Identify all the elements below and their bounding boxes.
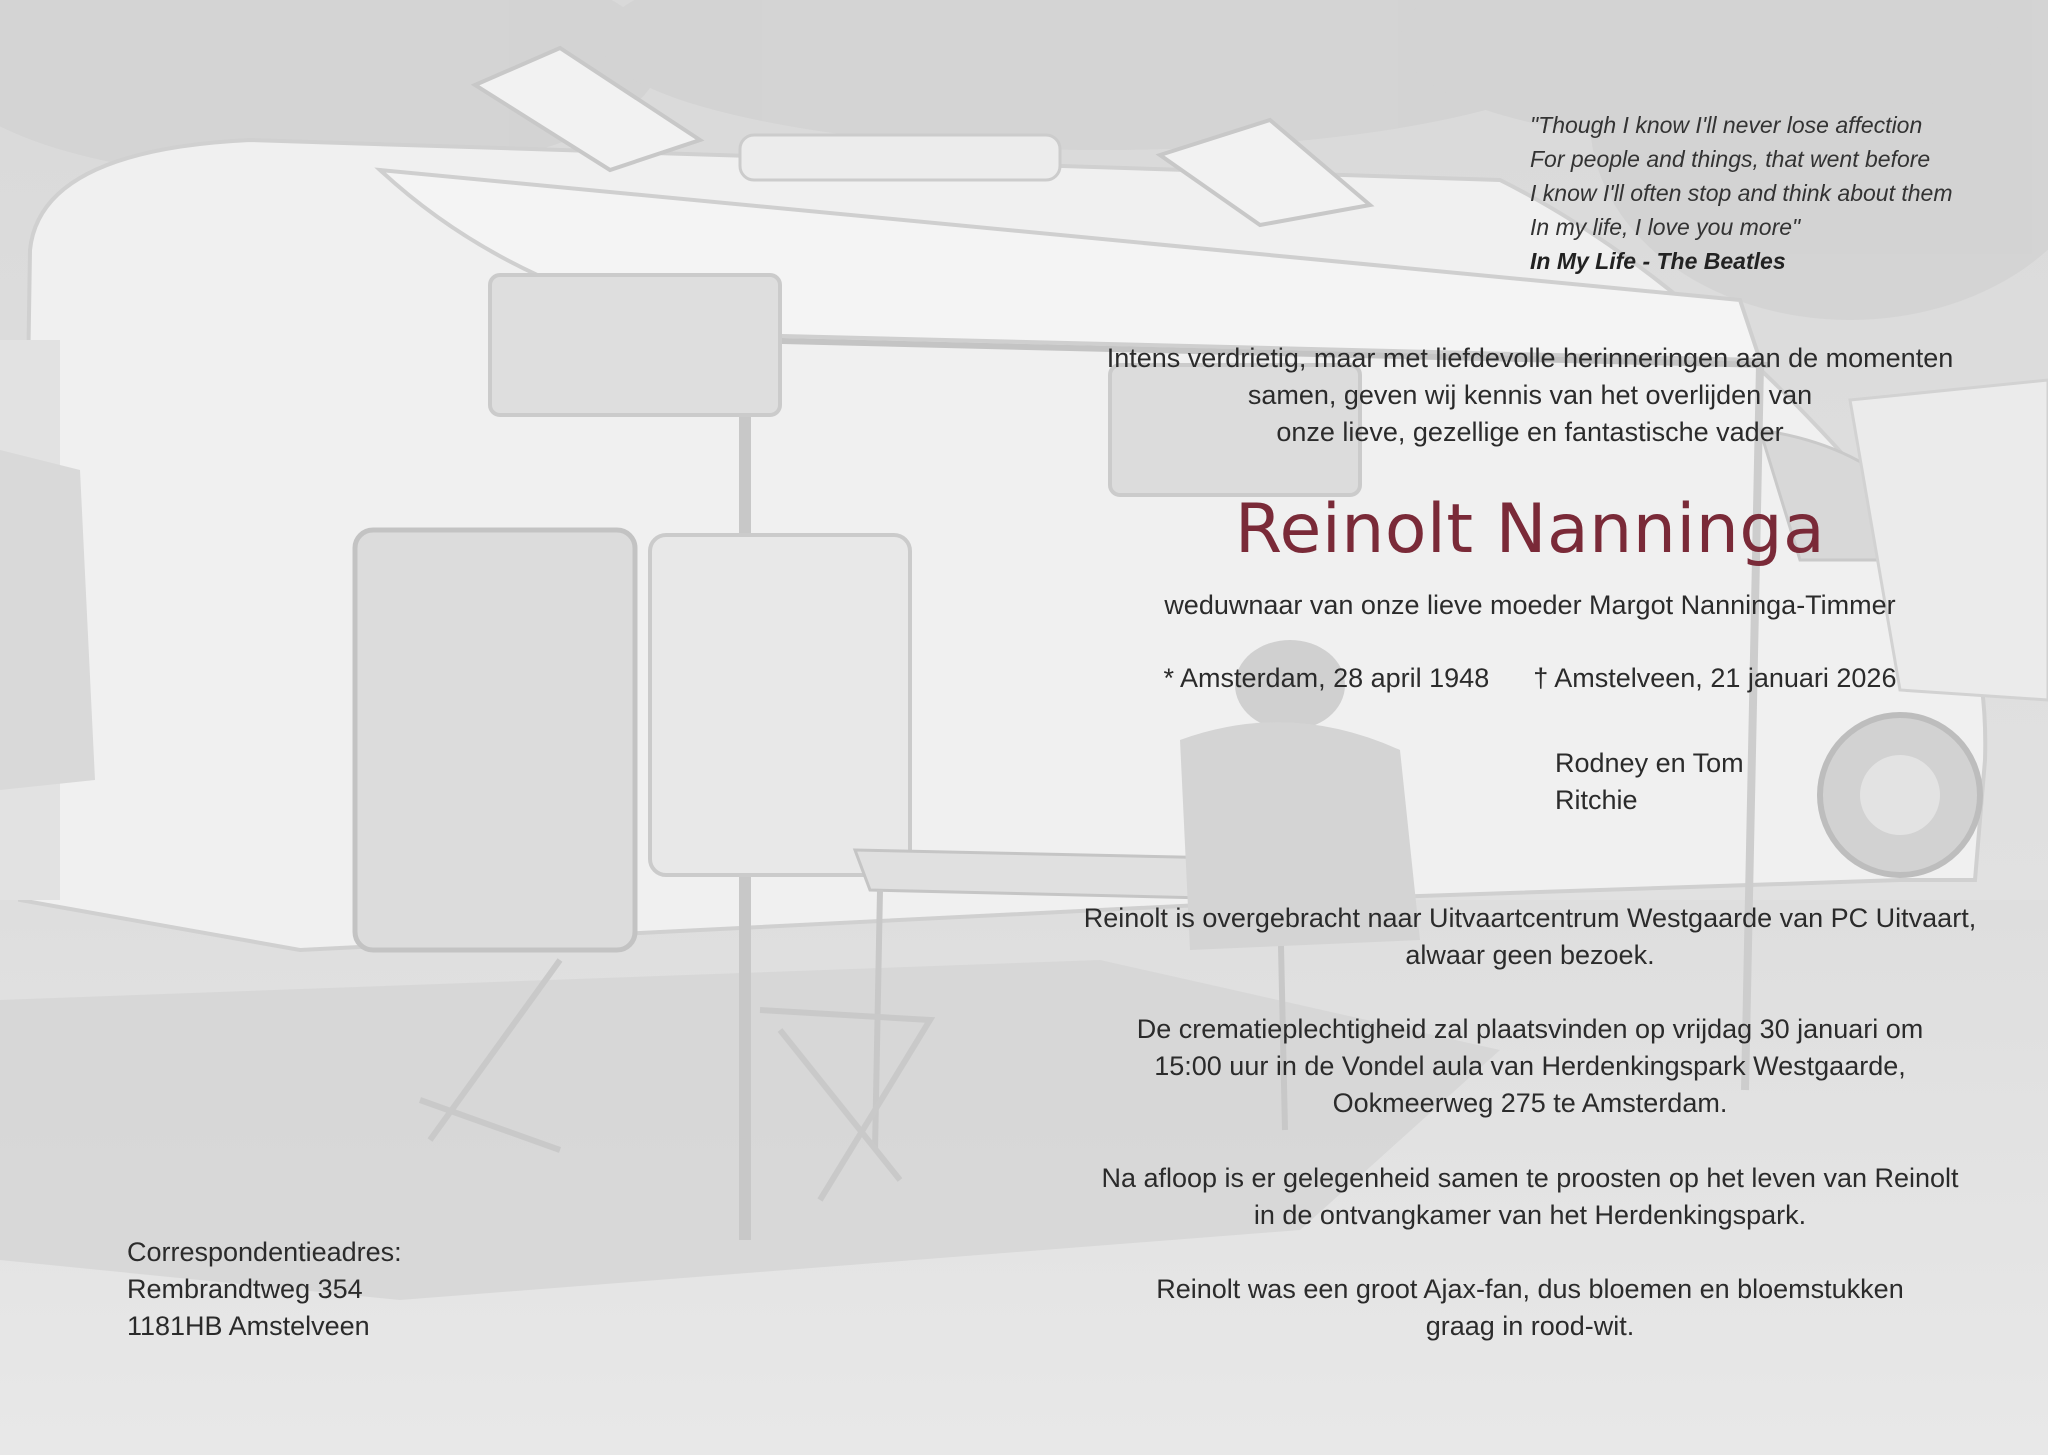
paragraph-line: alwaar geen bezoek. [1405,940,1655,970]
children-list [1555,745,1744,819]
quote-line: "Though I know I'll never lose affection [1530,112,1923,138]
quote-line: In my life, I love you more" [1530,214,1801,240]
widower-line: weduwnaar van onze lieve moeder Margot Nanninga-Timmer [1164,590,1896,620]
paragraph-line: Ookmeerweg 275 te Amsterdam. [1332,1088,1728,1118]
intro-line: Intens verdrietig, maar met liefdevolle herinneringen aan de momenten [1106,343,1954,373]
paragraph-line: in de ontvangkamer van het Herdenkingspark. [1253,1200,1807,1230]
paragraph-line: 15:00 uur in de Vondel aula van Herdenkingspark Westgaarde, [1154,1051,1906,1081]
song-quote [1530,108,2030,278]
paragraph-line: Reinolt is overgebracht naar Uitvaartcentrum Westgaarde van PC Uitvaart, [1083,903,1977,933]
quote-line: For people and things, that went before [1530,146,1931,172]
flowers-paragraph [1050,1271,2010,1345]
child-name: Rodney en Tom [1555,748,1744,778]
quote-line: I know I'll often stop and think about them [1530,180,1953,206]
reception-paragraph [1050,1160,2010,1234]
address-city: 1181HB Amstelveen [127,1311,370,1341]
deceased-name: Reinolt Nanninga [1234,490,1826,569]
paragraph-line: Na afloop is er gelegenheid samen te proosten op het leven van Reinolt [1101,1163,1959,1193]
ceremony-paragraph [1050,1011,2010,1122]
intro-line: samen, geven wij kennis van het overlijden van [1247,380,1813,410]
child-name: Ritchie [1555,785,1638,815]
paragraph-line: Reinolt was een groot Ajax-fan, dus bloemen en bloemstukken [1156,1274,1904,1304]
correspondence-address [127,1234,402,1345]
paragraph-line: graag in rood-wit. [1425,1311,1635,1341]
birth-date: * Amsterdam, 28 april 1948 [1163,663,1490,693]
death-date: † Amstelveen, 21 januari 2026 [1533,663,1897,693]
announcement-intro [1050,340,2010,451]
address-label: Correspondentieadres: [127,1237,402,1267]
intro-line: onze lieve, gezellige en fantastische vader [1276,417,1784,447]
transfer-paragraph [1050,900,2010,974]
address-street: Rembrandtweg 354 [127,1274,363,1304]
quote-attribution: In My Life - The Beatles [1530,248,1786,274]
life-dates [1050,660,2010,697]
paragraph-line: De crematieplechtigheid zal plaatsvinden op vrijdag 30 januari om [1136,1014,1924,1044]
